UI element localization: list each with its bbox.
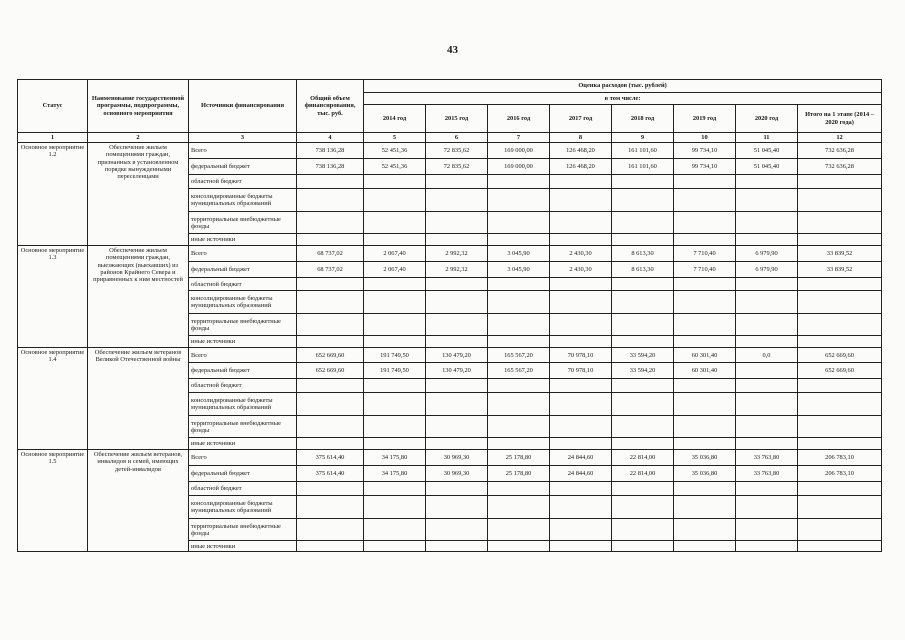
amount-cell	[364, 175, 426, 189]
funding-source: областной бюджет	[189, 175, 297, 189]
column-number: 1	[18, 133, 88, 143]
amount-cell	[364, 438, 426, 450]
amount-cell	[550, 175, 612, 189]
total-amount-cell	[297, 379, 364, 393]
amount-cell	[798, 438, 882, 450]
header-program-name: Наименование государственной программы, подпрограммы, основного мероприятия	[88, 80, 189, 133]
amount-cell	[364, 416, 426, 438]
amount-cell	[674, 496, 736, 519]
amount-cell	[364, 541, 426, 552]
amount-cell	[736, 336, 798, 348]
amount-cell	[488, 438, 550, 450]
amount-cell	[550, 438, 612, 450]
activity-name: Обеспечение жильем ветеранов Великой Отечественной войны	[88, 348, 189, 450]
amount-cell	[488, 482, 550, 496]
funding-source: консолидированные бюджеты муниципальных образований	[189, 291, 297, 314]
activity-status: Основное мероприятие 1.2	[18, 143, 88, 246]
funding-source: консолидированные бюджеты муниципальных образований	[189, 189, 297, 212]
amount-cell	[798, 541, 882, 552]
amount-cell	[488, 291, 550, 314]
table-row	[18, 450, 882, 466]
amount-cell	[550, 291, 612, 314]
amount-cell	[364, 189, 426, 212]
amount-cell	[736, 212, 798, 234]
amount-cell	[798, 189, 882, 212]
amount-cell: 169 000,00	[488, 143, 550, 159]
amount-cell	[736, 278, 798, 291]
amount-cell	[426, 393, 488, 416]
amount-cell	[674, 175, 736, 189]
amount-cell	[612, 189, 674, 212]
amount-cell	[612, 212, 674, 234]
amount-cell	[364, 212, 426, 234]
amount-cell: 191 749,50	[364, 348, 426, 363]
header-year: 2020 год	[736, 105, 798, 133]
column-numbers-row	[18, 133, 882, 143]
funding-source: иные источники	[189, 541, 297, 552]
amount-cell	[550, 189, 612, 212]
amount-cell	[736, 234, 798, 246]
column-number: 11	[736, 133, 798, 143]
header-sources: Источники финансирования	[189, 80, 297, 133]
total-amount-cell	[297, 234, 364, 246]
amount-cell	[426, 234, 488, 246]
amount-cell	[612, 314, 674, 336]
header-estimate: Оценка расходов (тыс. рублей)	[364, 80, 882, 93]
amount-cell: 3 045,90	[488, 246, 550, 262]
amount-cell	[736, 541, 798, 552]
amount-cell	[426, 278, 488, 291]
amount-cell: 191 749,50	[364, 363, 426, 379]
amount-cell	[550, 541, 612, 552]
table-body	[18, 143, 882, 552]
total-amount-cell: 652 669,60	[297, 348, 364, 363]
amount-cell	[798, 379, 882, 393]
amount-cell	[674, 278, 736, 291]
column-number: 7	[488, 133, 550, 143]
amount-cell	[426, 379, 488, 393]
total-amount-cell	[297, 416, 364, 438]
funding-source: территориальные внебюджетные фонды	[189, 519, 297, 541]
amount-cell	[612, 438, 674, 450]
amount-cell: 165 567,20	[488, 348, 550, 363]
column-number: 6	[426, 133, 488, 143]
amount-cell	[674, 336, 736, 348]
funding-source: федеральный бюджет	[189, 466, 297, 482]
funding-source: Всего	[189, 143, 297, 159]
amount-cell: 70 978,10	[550, 363, 612, 379]
amount-cell	[736, 363, 798, 379]
amount-cell: 206 783,10	[798, 450, 882, 466]
amount-cell	[488, 336, 550, 348]
column-number: 9	[612, 133, 674, 143]
amount-cell: 3 045,90	[488, 262, 550, 278]
amount-cell: 652 669,60	[798, 363, 882, 379]
amount-cell	[426, 482, 488, 496]
total-amount-cell	[297, 278, 364, 291]
amount-cell	[550, 393, 612, 416]
amount-cell: 33 839,52	[798, 262, 882, 278]
amount-cell: 732 636,28	[798, 143, 882, 159]
total-amount-cell	[297, 496, 364, 519]
amount-cell	[674, 519, 736, 541]
amount-cell	[798, 291, 882, 314]
activity-status: Основное мероприятие 1.5	[18, 450, 88, 552]
funding-source: иные источники	[189, 234, 297, 246]
funding-source: областной бюджет	[189, 278, 297, 291]
amount-cell	[612, 393, 674, 416]
amount-cell	[798, 482, 882, 496]
amount-cell	[364, 336, 426, 348]
amount-cell: 35 036,80	[674, 466, 736, 482]
amount-cell	[364, 482, 426, 496]
amount-cell: 2 067,40	[364, 246, 426, 262]
total-amount-cell: 375 614,40	[297, 466, 364, 482]
amount-cell	[736, 175, 798, 189]
table-row	[18, 348, 882, 363]
amount-cell: 126 468,20	[550, 143, 612, 159]
activity-status: Основное мероприятие 1.3	[18, 246, 88, 348]
amount-cell: 30 969,30	[426, 450, 488, 466]
header-year: 2016 год	[488, 105, 550, 133]
amount-cell	[426, 314, 488, 336]
funding-source: территориальные внебюджетные фонды	[189, 416, 297, 438]
amount-cell: 22 814,00	[612, 466, 674, 482]
amount-cell	[736, 519, 798, 541]
amount-cell	[488, 212, 550, 234]
amount-cell: 99 734,10	[674, 159, 736, 175]
amount-cell	[550, 314, 612, 336]
amount-cell	[426, 189, 488, 212]
activity-name: Обеспечение жильем помещениями граждан, выезжающих (выехавших) из районов Крайнего Севера и приравненных к ним местностей	[88, 246, 189, 348]
amount-cell: 60 301,40	[674, 348, 736, 363]
amount-cell	[550, 519, 612, 541]
amount-cell: 2 992,32	[426, 246, 488, 262]
amount-cell: 2 430,30	[550, 262, 612, 278]
funding-source: консолидированные бюджеты муниципальных образований	[189, 393, 297, 416]
amount-cell	[798, 314, 882, 336]
amount-cell: 30 969,30	[426, 466, 488, 482]
total-amount-cell	[297, 189, 364, 212]
total-amount-cell	[297, 541, 364, 552]
amount-cell	[488, 175, 550, 189]
amount-cell	[364, 314, 426, 336]
total-amount-cell	[297, 519, 364, 541]
amount-cell	[612, 291, 674, 314]
amount-cell	[364, 393, 426, 416]
amount-cell: 7 710,40	[674, 246, 736, 262]
amount-cell: 33 594,20	[612, 348, 674, 363]
amount-cell	[426, 212, 488, 234]
amount-cell	[488, 314, 550, 336]
total-amount-cell	[297, 482, 364, 496]
amount-cell	[488, 379, 550, 393]
amount-cell	[550, 496, 612, 519]
total-amount-cell: 738 136,28	[297, 143, 364, 159]
amount-cell	[798, 393, 882, 416]
total-amount-cell	[297, 336, 364, 348]
amount-cell: 7 710,40	[674, 262, 736, 278]
header-year: 2019 год	[674, 105, 736, 133]
table-row	[18, 143, 882, 159]
total-amount-cell	[297, 314, 364, 336]
amount-cell	[488, 234, 550, 246]
amount-cell: 34 175,80	[364, 450, 426, 466]
amount-cell	[674, 393, 736, 416]
funding-source: Всего	[189, 348, 297, 363]
header-total: Общий объем финансирования, тыс. руб.	[297, 80, 364, 133]
amount-cell	[674, 438, 736, 450]
column-number: 2	[88, 133, 189, 143]
amount-cell: 6 979,90	[736, 262, 798, 278]
amount-cell	[674, 291, 736, 314]
amount-cell: 0,0	[736, 348, 798, 363]
funding-source: Всего	[189, 450, 297, 466]
header-stage-total: Итого на 1 этапе (2014 – 2020 года)	[798, 105, 882, 133]
amount-cell: 51 045,40	[736, 159, 798, 175]
amount-cell	[798, 278, 882, 291]
amount-cell	[488, 393, 550, 416]
amount-cell	[426, 438, 488, 450]
amount-cell	[612, 278, 674, 291]
amount-cell	[550, 336, 612, 348]
amount-cell	[612, 482, 674, 496]
amount-cell	[674, 234, 736, 246]
total-amount-cell	[297, 212, 364, 234]
amount-cell: 6 979,90	[736, 246, 798, 262]
amount-cell	[550, 379, 612, 393]
header-year: 2014 год	[364, 105, 426, 133]
amount-cell: 8 613,30	[612, 246, 674, 262]
header-year: 2017 год	[550, 105, 612, 133]
header-year: 2018 год	[612, 105, 674, 133]
total-amount-cell: 375 614,40	[297, 450, 364, 466]
amount-cell	[736, 416, 798, 438]
amount-cell	[612, 519, 674, 541]
amount-cell	[736, 379, 798, 393]
total-amount-cell: 652 669,60	[297, 363, 364, 379]
amount-cell	[674, 379, 736, 393]
column-number: 5	[364, 133, 426, 143]
column-number: 12	[798, 133, 882, 143]
amount-cell	[736, 314, 798, 336]
amount-cell: 24 844,60	[550, 450, 612, 466]
amount-cell	[488, 519, 550, 541]
amount-cell	[798, 336, 882, 348]
amount-cell: 52 451,36	[364, 143, 426, 159]
amount-cell	[488, 416, 550, 438]
amount-cell	[364, 291, 426, 314]
amount-cell	[674, 189, 736, 212]
activity-status: Основное мероприятие 1.4	[18, 348, 88, 450]
amount-cell	[736, 189, 798, 212]
amount-cell: 206 783,10	[798, 466, 882, 482]
amount-cell	[674, 482, 736, 496]
amount-cell	[426, 416, 488, 438]
amount-cell	[488, 541, 550, 552]
amount-cell	[798, 234, 882, 246]
amount-cell	[550, 278, 612, 291]
funding-source: консолидированные бюджеты муниципальных образований	[189, 496, 297, 519]
amount-cell: 2 430,30	[550, 246, 612, 262]
amount-cell: 130 479,20	[426, 363, 488, 379]
amount-cell: 33 763,80	[736, 450, 798, 466]
amount-cell: 22 814,00	[612, 450, 674, 466]
amount-cell	[488, 278, 550, 291]
amount-cell: 34 175,80	[364, 466, 426, 482]
amount-cell	[798, 519, 882, 541]
header-year: 2015 год	[426, 105, 488, 133]
total-amount-cell	[297, 175, 364, 189]
column-number: 8	[550, 133, 612, 143]
total-amount-cell	[297, 291, 364, 314]
budget-table	[17, 79, 882, 552]
activity-name: Обеспечение жильем ветеранов, инвалидов и семей, имеющих детей-инвалидов	[88, 450, 189, 552]
amount-cell: 72 835,62	[426, 143, 488, 159]
total-amount-cell	[297, 438, 364, 450]
amount-cell	[550, 416, 612, 438]
amount-cell	[798, 212, 882, 234]
header-status: Статус	[18, 80, 88, 133]
table-row	[18, 246, 882, 262]
amount-cell: 52 451,36	[364, 159, 426, 175]
amount-cell	[674, 541, 736, 552]
amount-cell: 2 067,40	[364, 262, 426, 278]
amount-cell: 8 613,30	[612, 262, 674, 278]
amount-cell	[612, 541, 674, 552]
amount-cell	[674, 314, 736, 336]
amount-cell	[612, 496, 674, 519]
amount-cell	[364, 234, 426, 246]
amount-cell	[426, 519, 488, 541]
funding-source: иные источники	[189, 336, 297, 348]
amount-cell	[426, 175, 488, 189]
total-amount-cell: 68 737,02	[297, 262, 364, 278]
amount-cell	[550, 482, 612, 496]
amount-cell: 161 101,60	[612, 159, 674, 175]
column-number: 10	[674, 133, 736, 143]
amount-cell	[798, 416, 882, 438]
amount-cell	[798, 496, 882, 519]
amount-cell	[736, 291, 798, 314]
amount-cell	[364, 278, 426, 291]
amount-cell: 130 479,20	[426, 348, 488, 363]
funding-source: федеральный бюджет	[189, 262, 297, 278]
funding-source: областной бюджет	[189, 482, 297, 496]
amount-cell: 25 178,80	[488, 450, 550, 466]
amount-cell	[736, 496, 798, 519]
amount-cell	[612, 416, 674, 438]
funding-source: федеральный бюджет	[189, 363, 297, 379]
page-number: 43	[447, 44, 458, 56]
amount-cell: 126 468,20	[550, 159, 612, 175]
funding-source: территориальные внебюджетные фонды	[189, 314, 297, 336]
amount-cell	[798, 175, 882, 189]
amount-cell: 33 763,80	[736, 466, 798, 482]
funding-source: Всего	[189, 246, 297, 262]
amount-cell	[364, 519, 426, 541]
activity-name: Обеспечение жильем помещениями граждан, признанных в установленном порядке вынужденными переселенцами	[88, 143, 189, 246]
amount-cell: 33 594,20	[612, 363, 674, 379]
amount-cell: 2 992,32	[426, 262, 488, 278]
amount-cell: 732 636,28	[798, 159, 882, 175]
amount-cell	[364, 379, 426, 393]
amount-cell	[488, 189, 550, 212]
total-amount-cell: 68 737,02	[297, 246, 364, 262]
amount-cell: 25 178,80	[488, 466, 550, 482]
amount-cell	[612, 336, 674, 348]
amount-cell	[674, 416, 736, 438]
amount-cell: 60 301,40	[674, 363, 736, 379]
funding-source: иные источники	[189, 438, 297, 450]
amount-cell: 72 835,62	[426, 159, 488, 175]
amount-cell	[364, 496, 426, 519]
amount-cell: 24 844,60	[550, 466, 612, 482]
amount-cell: 165 567,20	[488, 363, 550, 379]
amount-cell	[736, 482, 798, 496]
amount-cell: 169 000,00	[488, 159, 550, 175]
amount-cell: 99 734,10	[674, 143, 736, 159]
amount-cell	[426, 336, 488, 348]
total-amount-cell: 738 136,28	[297, 159, 364, 175]
amount-cell	[674, 212, 736, 234]
amount-cell: 652 669,60	[798, 348, 882, 363]
total-amount-cell	[297, 393, 364, 416]
amount-cell	[426, 291, 488, 314]
amount-cell: 51 045,40	[736, 143, 798, 159]
column-number: 3	[189, 133, 297, 143]
amount-cell: 161 101,60	[612, 143, 674, 159]
amount-cell	[612, 175, 674, 189]
amount-cell	[426, 496, 488, 519]
amount-cell	[426, 541, 488, 552]
amount-cell	[736, 393, 798, 416]
amount-cell	[488, 496, 550, 519]
amount-cell: 35 036,80	[674, 450, 736, 466]
amount-cell: 70 978,10	[550, 348, 612, 363]
column-number: 4	[297, 133, 364, 143]
funding-source: территориальные внебюджетные фонды	[189, 212, 297, 234]
amount-cell	[550, 234, 612, 246]
amount-cell	[736, 438, 798, 450]
amount-cell: 33 839,52	[798, 246, 882, 262]
funding-source: областной бюджет	[189, 379, 297, 393]
amount-cell	[550, 212, 612, 234]
amount-cell	[612, 234, 674, 246]
amount-cell	[612, 379, 674, 393]
header-including: в том числе:	[364, 93, 882, 105]
funding-source: федеральный бюджет	[189, 159, 297, 175]
